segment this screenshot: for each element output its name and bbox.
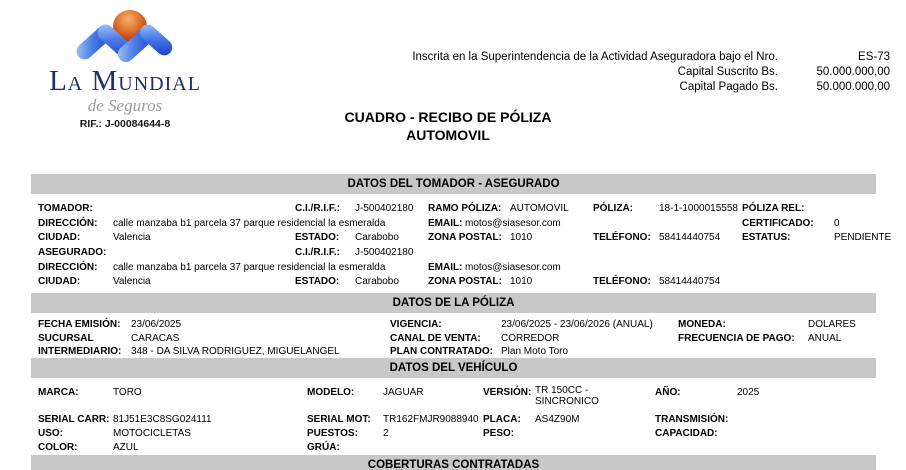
marca-value: TORO (113, 387, 142, 398)
ciudad-label: CIUDAD: (38, 276, 81, 288)
estado-label: ESTADO: (295, 232, 340, 244)
transmision-label: TRANSMISIÓN: (655, 414, 729, 425)
poliza-label: PÓLIZA: (593, 203, 633, 214)
registration-value: 50.000.000,00 (816, 81, 890, 93)
vigencia-value: 23/06/2025 - 23/06/2026 (ANUAL) (501, 319, 653, 330)
cirif-label: C.I./R.I.F.: (295, 203, 340, 214)
peso-label: PESO: (483, 428, 515, 439)
estatus-value: PENDIENTE (834, 232, 892, 244)
field-row (31, 345, 876, 359)
document-title-line2: AUTOMOVIL (406, 127, 490, 143)
fecha-emision-label: FECHA EMISIÓN: (38, 319, 121, 330)
estatus-label: ESTATUS: (742, 232, 791, 244)
canal-venta-label: CANAL DE VENTA: (390, 332, 481, 344)
ciudad-value: Valencia (113, 276, 151, 288)
poliza-rel-label: PÓLIZA REL: (742, 203, 805, 214)
marca-label: MARCA: (38, 387, 79, 398)
field-row (31, 231, 892, 246)
cirif-value: J-500402180 (355, 203, 414, 214)
zona-postal-label: ZONA POSTAL: (428, 276, 502, 288)
registration-label: Capital Suscrito Bs. (677, 66, 778, 78)
estado-value: Carabobo (355, 276, 399, 288)
serial-mot-label: SERIAL MOT: (307, 414, 371, 425)
registration-label: Inscrita en la Superintendencia de la Actividad Aseguradora bajo el Nro. (412, 51, 778, 63)
field-row (31, 246, 876, 261)
uso-label: USO: (38, 428, 63, 439)
field-row (31, 413, 876, 427)
certificado-value: 0 (834, 217, 840, 229)
section-poliza (31, 313, 876, 358)
section-header-tomador: DATOS DEL TOMADOR - ASEGURADO (31, 174, 876, 194)
registration-value: ES-73 (858, 51, 890, 63)
sucursal-value: CARACAS (131, 332, 180, 344)
moneda-value: DOLARES (808, 319, 856, 330)
section-header-vehiculo: DATOS DEL VEHÍCULO (31, 358, 876, 378)
ramo-poliza-label: RAMO PÓLIZA: (428, 203, 502, 214)
direccion-value: calle manzaba b1 parcela 37 parque residencial la esmeralda (113, 261, 386, 273)
frecuencia-pago-label: FRECUENCIA DE PAGO: (678, 332, 795, 344)
document-body (31, 174, 892, 470)
intermediario-label: INTERMEDIARIO: (38, 346, 122, 358)
telefono-label: TELÉFONO: (593, 232, 651, 244)
sucursal-label: SUCURSAL (38, 332, 94, 344)
zona-postal-value: 1010 (510, 232, 533, 244)
email-value: motos@siasesor.com (465, 217, 561, 229)
registration-info (340, 50, 890, 95)
ano-value: 2025 (737, 387, 760, 398)
section-header-coberturas: COBERTURAS CONTRATADAS (31, 455, 876, 470)
logo-mark-icon (73, 8, 177, 66)
registration-value: 50.000.000,00 (816, 66, 890, 78)
plan-contratado-label: PLAN CONTRATADO: (390, 346, 493, 358)
field-row (31, 427, 876, 441)
poliza-value: 18-1-1000015558 (659, 203, 738, 214)
placa-label: PLACA: (483, 414, 521, 425)
intermediario-value: 348 - DA SILVA RODRIGUEZ, MIGUELANGEL (131, 346, 340, 358)
telefono-value: 58414440754 (659, 232, 721, 244)
ramo-poliza-value: AUTOMOVIL (510, 203, 569, 214)
moneda-label: MONEDA: (678, 319, 726, 330)
vigencia-label: VIGENCIA: (390, 319, 442, 330)
fecha-emision-value: 23/06/2025 (131, 319, 182, 330)
tomador-label: TOMADOR: (38, 203, 93, 214)
field-row (31, 441, 876, 455)
document-title (0, 108, 896, 144)
certificado-label: CERTIFICADO: (742, 217, 814, 229)
direccion-value: calle manzaba b1 parcela 37 parque residencial la esmeralda (113, 217, 386, 229)
modelo-label: MODELO: (307, 387, 355, 398)
color-value: AZUL (113, 442, 139, 453)
company-rif: RIF.: J-00084644-8 (79, 118, 171, 130)
field-row (31, 332, 876, 346)
serial-carr-label: SERIAL CARR: (38, 414, 110, 425)
field-row (31, 275, 876, 290)
zona-postal-value: 1010 (510, 276, 533, 288)
estado-value: Carabobo (355, 232, 399, 244)
placa-value: AS4Z90M (535, 414, 580, 425)
plan-contratado-value: Plan Moto Toro (501, 346, 569, 358)
direccion-label: DIRECCIÓN: (38, 261, 98, 273)
zona-postal-label: ZONA POSTAL: (428, 232, 502, 244)
cirif-label: C.I./R.I.F.: (295, 247, 340, 259)
capacidad-label: CAPACIDAD: (655, 428, 718, 439)
estado-label: ESTADO: (295, 276, 340, 288)
registration-row (340, 50, 890, 65)
field-row (31, 217, 876, 232)
frecuencia-pago-value: ANUAL (808, 332, 842, 344)
puestos-label: PUESTOS: (307, 428, 358, 439)
ciudad-value: Valencia (113, 232, 151, 244)
version-label: VERSIÓN: (483, 387, 532, 398)
telefono-value: 58414440754 (659, 276, 721, 288)
field-row (31, 386, 876, 413)
canal-venta-value: CORREDOR (501, 332, 560, 344)
ano-label: AÑO: (655, 387, 681, 398)
field-row (31, 261, 876, 276)
puestos-value: 2 (383, 428, 389, 439)
color-label: COLOR: (38, 442, 78, 453)
company-name: La Mundial (49, 65, 201, 97)
section-tomador (31, 194, 892, 293)
version-value: TR 150CC - SINCRONICO (535, 385, 599, 407)
section-header-poliza: DATOS DE LA PÓLIZA (31, 293, 876, 313)
email-label: EMAIL: (428, 217, 463, 229)
serial-mot-value: TR162FMJR9088940 (383, 414, 479, 425)
email-label: EMAIL: (428, 261, 463, 273)
section-vehiculo (31, 378, 876, 455)
document-title-line1: CUADRO - RECIBO DE PÓLIZA (344, 109, 552, 125)
serial-carr-value: 81J51E3C8SG024111 (113, 414, 212, 425)
company-tagline: de Seguros (87, 96, 163, 115)
email-value: motos@siasesor.com (465, 261, 561, 273)
registration-row (340, 65, 890, 80)
direccion-label: DIRECCIÓN: (38, 217, 98, 229)
registration-row (340, 80, 890, 95)
modelo-value: JAGUAR (383, 387, 424, 398)
field-row (31, 202, 876, 217)
registration-label: Capital Pagado Bs. (679, 81, 778, 93)
grua-label: GRÚA: (307, 442, 340, 453)
field-row (31, 318, 876, 332)
cirif-value: J-500402180 (355, 247, 414, 259)
asegurado-label: ASEGURADO: (38, 247, 107, 259)
uso-value: MOTOCICLETAS (113, 428, 191, 439)
ciudad-label: CIUDAD: (38, 232, 81, 244)
telefono-label: TELÉFONO: (593, 276, 651, 288)
